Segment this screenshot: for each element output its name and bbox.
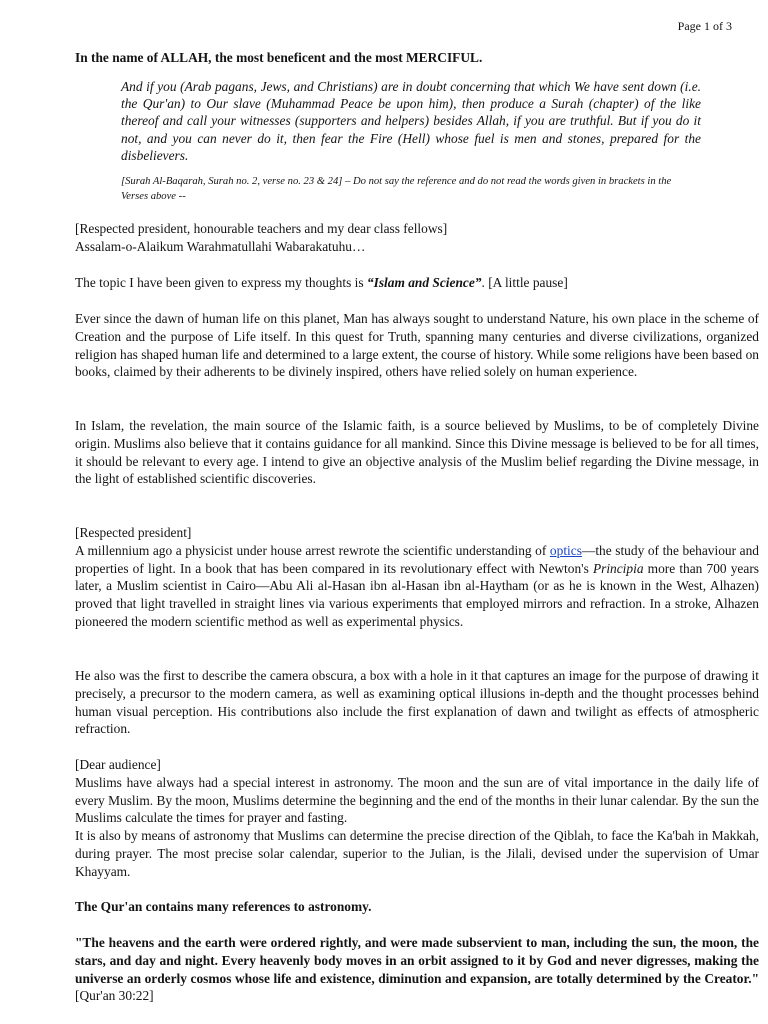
alhazen-text-a: A millennium ago a physicist under house arrest rewrote the scientific understanding of bbox=[75, 542, 550, 558]
section-president-label: [Respected president] bbox=[75, 525, 192, 540]
section-audience bbox=[75, 756, 759, 881]
quran-quote bbox=[75, 934, 759, 1005]
alhazen-text-c: more than 700 years later, a Muslim scientist in Cairo—Abu Ali al-Hasan ibn al-Hasan ibn al-Haytham (or as he is known in the West, Alhazen) proved that light travelled in straight lines via various experiments that employed mirrors and refraction. In a stroke, Alhazen pioneered the modern scientific method as well as experimental physics. bbox=[75, 560, 759, 629]
greeting bbox=[75, 220, 759, 256]
page-number: Page 1 of 3 bbox=[677, 19, 732, 33]
topic-paragraph bbox=[75, 274, 759, 292]
topic-suffix: . [A little pause] bbox=[481, 275, 568, 290]
document-heading: In the name of ALLAH, the most beneficent and the most MERCIFUL. bbox=[75, 50, 483, 65]
section-audience-label: [Dear audience] bbox=[75, 757, 161, 772]
greeting-line-1: [Respected president, honourable teachers and my dear class fellows] bbox=[75, 221, 448, 236]
astronomy-text-2: It is also by means of astronomy that Muslims can determine the precise direction of the Qiblah, to face the Ka'bah in Makkah, during prayer. The most precise solar calendar, superior to the Julian, is the Jilali, devised under the supervision of Umar Khayyam. bbox=[75, 828, 759, 879]
astronomy-text-1: Muslims have always had a special interest in astronomy. The moon and the sun are of vital importance in the daily life of every Muslim. By the moon, Muslims determine the beginning and the end of the months in their lunar calendar. By the sun the Muslims calculate the times for prayer and fasting. bbox=[75, 774, 759, 826]
optics-link[interactable]: optics bbox=[549, 542, 582, 558]
greeting-line-2: Assalam-o-Alaikum Warahmatullahi Wabarakatuhu… bbox=[75, 238, 366, 254]
quote-text: "The heavens and the earth were ordered rightly, and were made subservient to man, including the sun, the moon, the stars, and day and night. Every heavenly body moves in an orbit assigned to it by God and never digresses, making the universe an orderly cosmos whose life and existence, diminution and expansion, are totally determined by the Creator." bbox=[75, 935, 759, 986]
verse-reference: [Surah Al-Baqarah, Surah no. 2, verse no. 23 & 24] – Do not say the reference and do not read the words given in brackets in the Verses above -- bbox=[121, 176, 672, 202]
topic-prefix: The topic I have been given to express my thoughts is bbox=[75, 275, 367, 290]
topic-title: “Islam and Science” bbox=[366, 275, 482, 290]
principia-title: Principia bbox=[592, 560, 644, 576]
paragraph-islam: In Islam, the revelation, the main source of the Islamic faith, is a source believed by Muslims, to be of completely Divine origin. Muslims also believe that it contains guidance for all mankind. Since this Divine message is believed to be for all times, it should be relevant to every age. I intend to give an objective analysis of the Muslim belief regarding the Divine message, in the light of established scientific discoveries. bbox=[75, 418, 759, 487]
alhazen-text-b: —the study of the behaviour and properties of light. In a book that has been compared in its revolutionary effect with Newton's bbox=[75, 542, 759, 576]
section-president bbox=[75, 524, 759, 631]
quote-citation: [Qur'an 30:22] bbox=[75, 988, 154, 1004]
astronomy-heading: The Qur'an contains many references to astronomy. bbox=[75, 899, 372, 914]
paragraph-camera-obscura: He also was the first to describe the camera obscura, a box with a hole in it that captures an image for the purpose of drawing it precisely, a precursor to the modern camera, as well as examining optical illusions in-depth and the thought processes behind human visual perception. His contributions also include the first explanation of dawn and twilight as effects of atmospheric refraction. bbox=[75, 668, 759, 737]
verse-text: And if you (Arab pagans, Jews, and Christians) are in doubt concerning that which We have sent down (i.e. the Qur'an) to Our slave (Muhammad Peace be upon him), then produce a Surah (chapter) of the like thereof and call your witnesses (supporters and helpers) besides Allah, if you are truthful. But if you do it not, and you can never do it, then fear the Fire (Hell) whose fuel is men and stones, prepared for the disbelievers. bbox=[121, 79, 701, 163]
paragraph-dawn: Ever since the dawn of human life on this planet, Man has always sought to understand Nature, his own place in the scheme of Creation and the purpose of Life itself. In this quest for Truth, spanning many centuries and diverse civilizations, organized religion has shaped human life and determined to a large extent, the course of history. While some religions have been based on books, claimed by their adherents to be divinely inspired, others have relied solely on human experience. bbox=[75, 311, 759, 380]
